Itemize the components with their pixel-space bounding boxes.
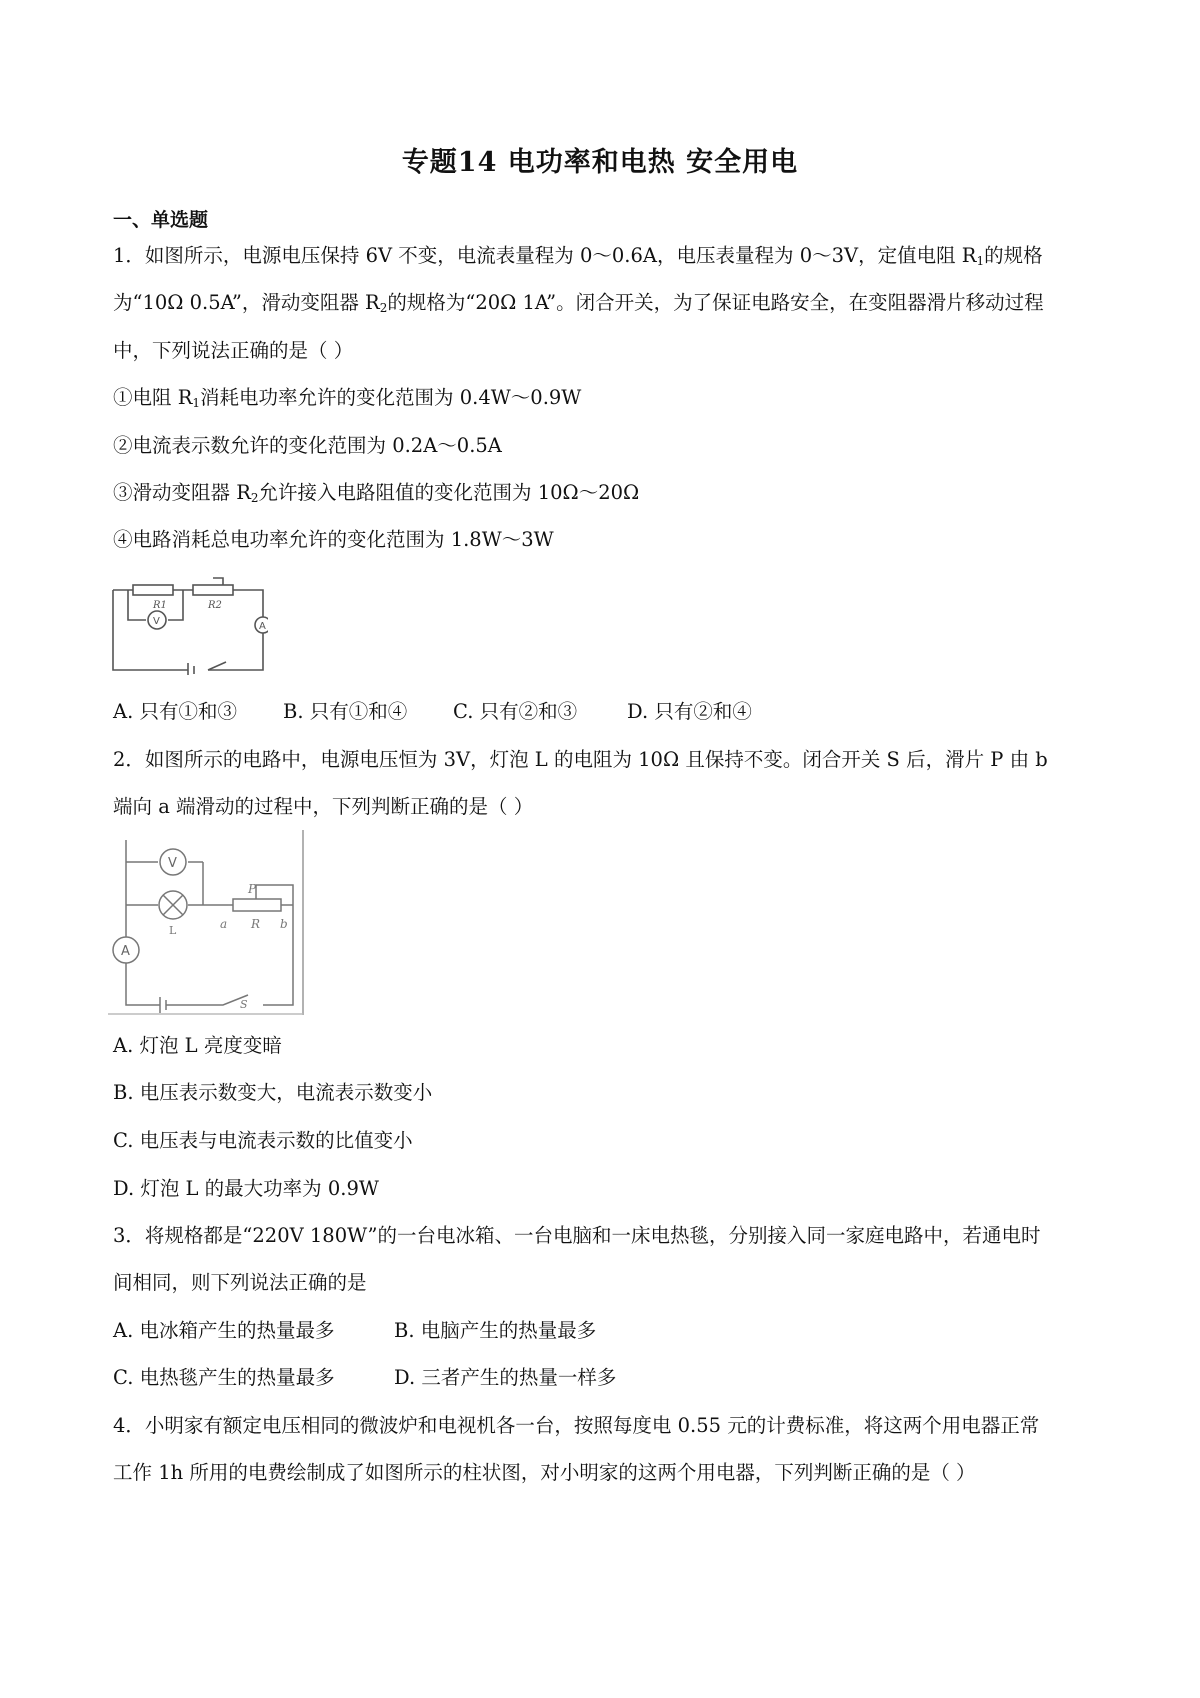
q1-fig-voltmeter-label: V [153, 616, 160, 627]
q1-circuit-diagram [108, 575, 268, 675]
q2-fig-a-end-label: a [220, 917, 228, 931]
section-heading: 一、单选题 [113, 209, 209, 231]
q3-stem-line1: 3．将规格都是“220V 180W”的一台电冰箱、一台电脑和一床电热毯，分别接入同一家庭电路中，若通电时 [113, 1224, 1041, 1247]
q2-fig-b-end-label: b [280, 917, 288, 931]
q2-fig-voltmeter-label: V [168, 856, 177, 871]
q3-option-c[interactable]: C. 电热毯产生的热量最多 [113, 1366, 335, 1389]
q1-statement-2: ②电流表示数允许的变化范围为 0.2A～0.5A [113, 434, 502, 457]
q2-fig-lamp-label: L [169, 924, 177, 937]
q2-option-a[interactable]: A. 灯泡 L 亮度变暗 [113, 1034, 282, 1057]
q1-statement-4: ④电路消耗总电功率允许的变化范围为 1.8W～3W [113, 528, 554, 551]
q1-stem-line2: 为“10Ω 0.5A”，滑动变阻器 $R_2$的规格为“20Ω 1A”。闭合开关，为了保证电路安全，在变阻器滑片移动过程 [113, 291, 1044, 315]
q1-statement-3: ③滑动变阻器 $R_2$允许接入电路阻值的变化范围为 10Ω～20Ω [113, 481, 640, 505]
q4-stem-line2: 工作 1h 所用的电费绘制成了如图所示的柱状图，对小明家的这两个用电器，下列判断正确的是（ ） [113, 1461, 976, 1484]
q2-fig-ammeter-label: A [121, 944, 130, 959]
q1-fig-r2-label: R2 [208, 600, 222, 611]
q3-option-b[interactable]: B. 电脑产生的热量最多 [394, 1319, 597, 1342]
q1-statement-1: ①电阻 $R_1$消耗电功率允许的变化范围为 0.4W～0.9W [113, 386, 582, 410]
q2-stem-line1: 2．如图所示的电路中，电源电压恒为 3V，灯泡 L 的电阻为 10Ω 且保持不变。闭合开关 S 后，滑片 P 由 b [113, 748, 1048, 771]
q1-option-c[interactable]: C. 只有②和③ [453, 700, 578, 723]
q1-option-b[interactable]: B. 只有①和④ [283, 700, 408, 723]
q1-option-a[interactable]: A. 只有①和③ [113, 700, 237, 723]
q2-option-d[interactable]: D. 灯泡 L 的最大功率为 0.9W [113, 1177, 379, 1200]
q1-fig-ammeter-label: A [259, 621, 266, 632]
q4-stem-line1: 4．小明家有额定电压相同的微波炉和电视机各一台，按照每度电 0.55 元的计费标准，将这两个用电器正常 [113, 1414, 1040, 1437]
q2-stem-line2: 端向 a 端滑动的过程中，下列判断正确的是（ ） [113, 795, 534, 818]
q2-fig-p-label: P [248, 882, 257, 896]
q3-option-a[interactable]: A. 电冰箱产生的热量最多 [113, 1319, 335, 1342]
q1-option-d[interactable]: D. 只有②和④ [627, 700, 752, 723]
q1-fig-r1-label: R1 [153, 600, 167, 611]
q2-fig-r-label: R [251, 917, 261, 931]
q2-circuit-diagram [108, 830, 308, 1015]
q2-fig-switch-label: S [240, 998, 248, 1011]
q3-stem-line2: 间相同，则下列说法正确的是 [113, 1271, 367, 1294]
page-title: 专题14 电功率和电热 安全用电 [401, 147, 799, 178]
q1-stem-line3: 中，下列说法正确的是（ ） [113, 339, 354, 362]
q2-option-b[interactable]: B. 电压表示数变大，电流表示数变小 [113, 1081, 433, 1104]
q3-option-d[interactable]: D. 三者产生的热量一样多 [394, 1366, 617, 1389]
q1-stem-line1: 1．如图所示，电源电压保持 6V 不变，电流表量程为 0～0.6A，电压表量程为 0～3V，定值电阻 $R_1$的规格 [113, 244, 1043, 268]
q2-option-c[interactable]: C. 电压表与电流表示数的比值变小 [113, 1129, 413, 1152]
